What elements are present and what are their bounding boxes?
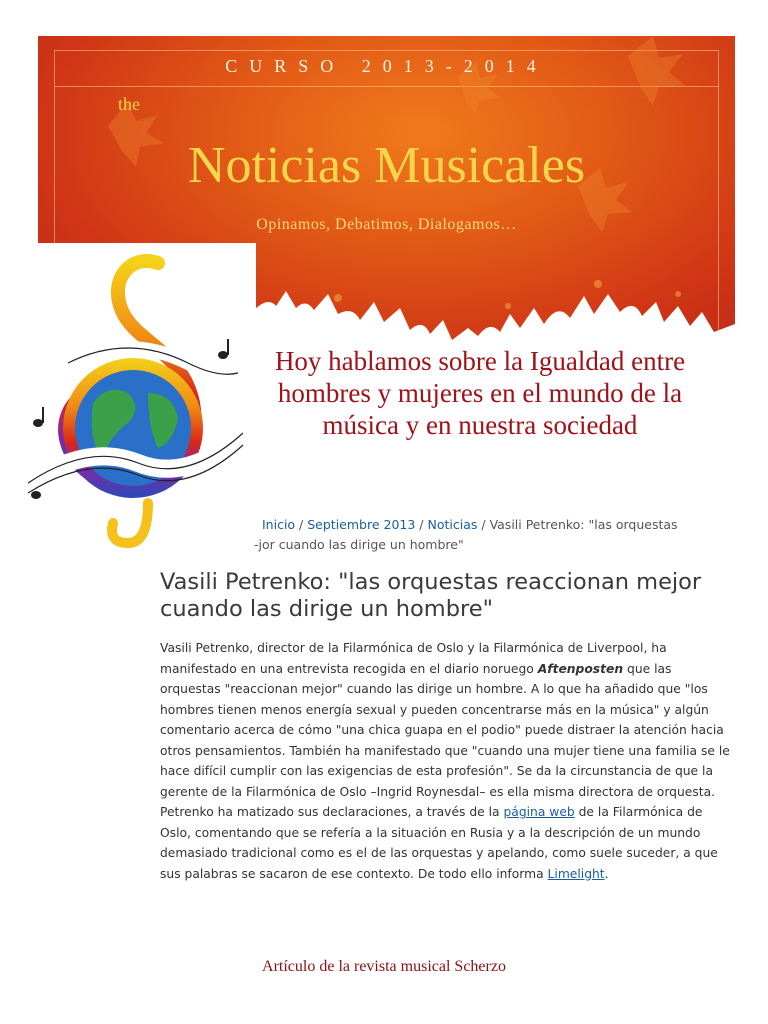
breadcrumb-month[interactable]: Septiembre 2013 (307, 517, 416, 532)
limelight-link[interactable]: Limelight (547, 866, 605, 881)
breadcrumb-section[interactable]: Noticias (427, 517, 478, 532)
course-year: CURSO 2013-2014 (225, 56, 548, 76)
breadcrumb-home[interactable]: Inicio (262, 517, 296, 532)
newspaper-name: Aftenposten (537, 661, 624, 676)
breadcrumb-current-cont: -jor cuando las dirige un hombre" (254, 537, 464, 552)
treble-clef-globe-icon (8, 243, 256, 565)
article-title: Vasili Petrenko: "las orquestas reaccionan mejor cuando las dirige un hombre" (160, 569, 702, 622)
web-page-link[interactable]: página web (503, 805, 575, 819)
page-subtitle: Opinamos, Debatimos, Dialogamos… (256, 216, 517, 233)
headline: Hoy hablamos sobre la Igualdad entre hombres y mujeres en el mundo de la música y en nuestra sociedad (274, 346, 686, 440)
article-text-4: . (604, 866, 609, 881)
breadcrumb: Inicio / Septiembre 2013 / Noticias / Vasili Petrenko: "las orquestas -jor cuando las dirige un hombre" (254, 517, 678, 552)
article-text-1: Vasili Petrenko, director de la Filarmónica de Oslo y la Filarmónica de Liverpool, ha manifestado en una entrevista recogida en el diario noruego (160, 641, 667, 676)
article-body (160, 638, 730, 884)
page-title: Noticias Musicales (187, 137, 586, 194)
article-text-2: que las orquestas "reaccionan mejor" cuando las dirige un hombre. A lo que ha añadido que "los hombres tienen menos energía sexual y pueden concentrarse más en la música" y algún comentario acerca de cómo "una chica guapa en el podio" puede distraer la atención hacia otros pensamientos. También ha manifestado que "cuando una mujer tiene una familia se le hace difícil cumplir con las exigencias de esta profesión". Se da la circunstancia de que la gerente de la Filarmónica de Oslo –Ingrid Roynesdal– es ella misma directora de orquesta. Petrenko ha matizado sus declaraciones, a través de la (160, 661, 730, 819)
breadcrumb-current: Vasili Petrenko: "las orquestas (489, 517, 678, 532)
article-text-3: de la Filarmónica de Oslo, comentando que se refería a la situación en Rusia y a la descripción de un mundo demasiado tradicional como es el de las orquestas y apelando, como suele suceder, a que sus palabras se sacaron de ese contexto. De todo ello informa (160, 805, 718, 881)
title-prefix: the (118, 94, 140, 114)
source-caption: Artículo de la revista musical Scherzo (262, 958, 506, 975)
logo (8, 243, 256, 565)
